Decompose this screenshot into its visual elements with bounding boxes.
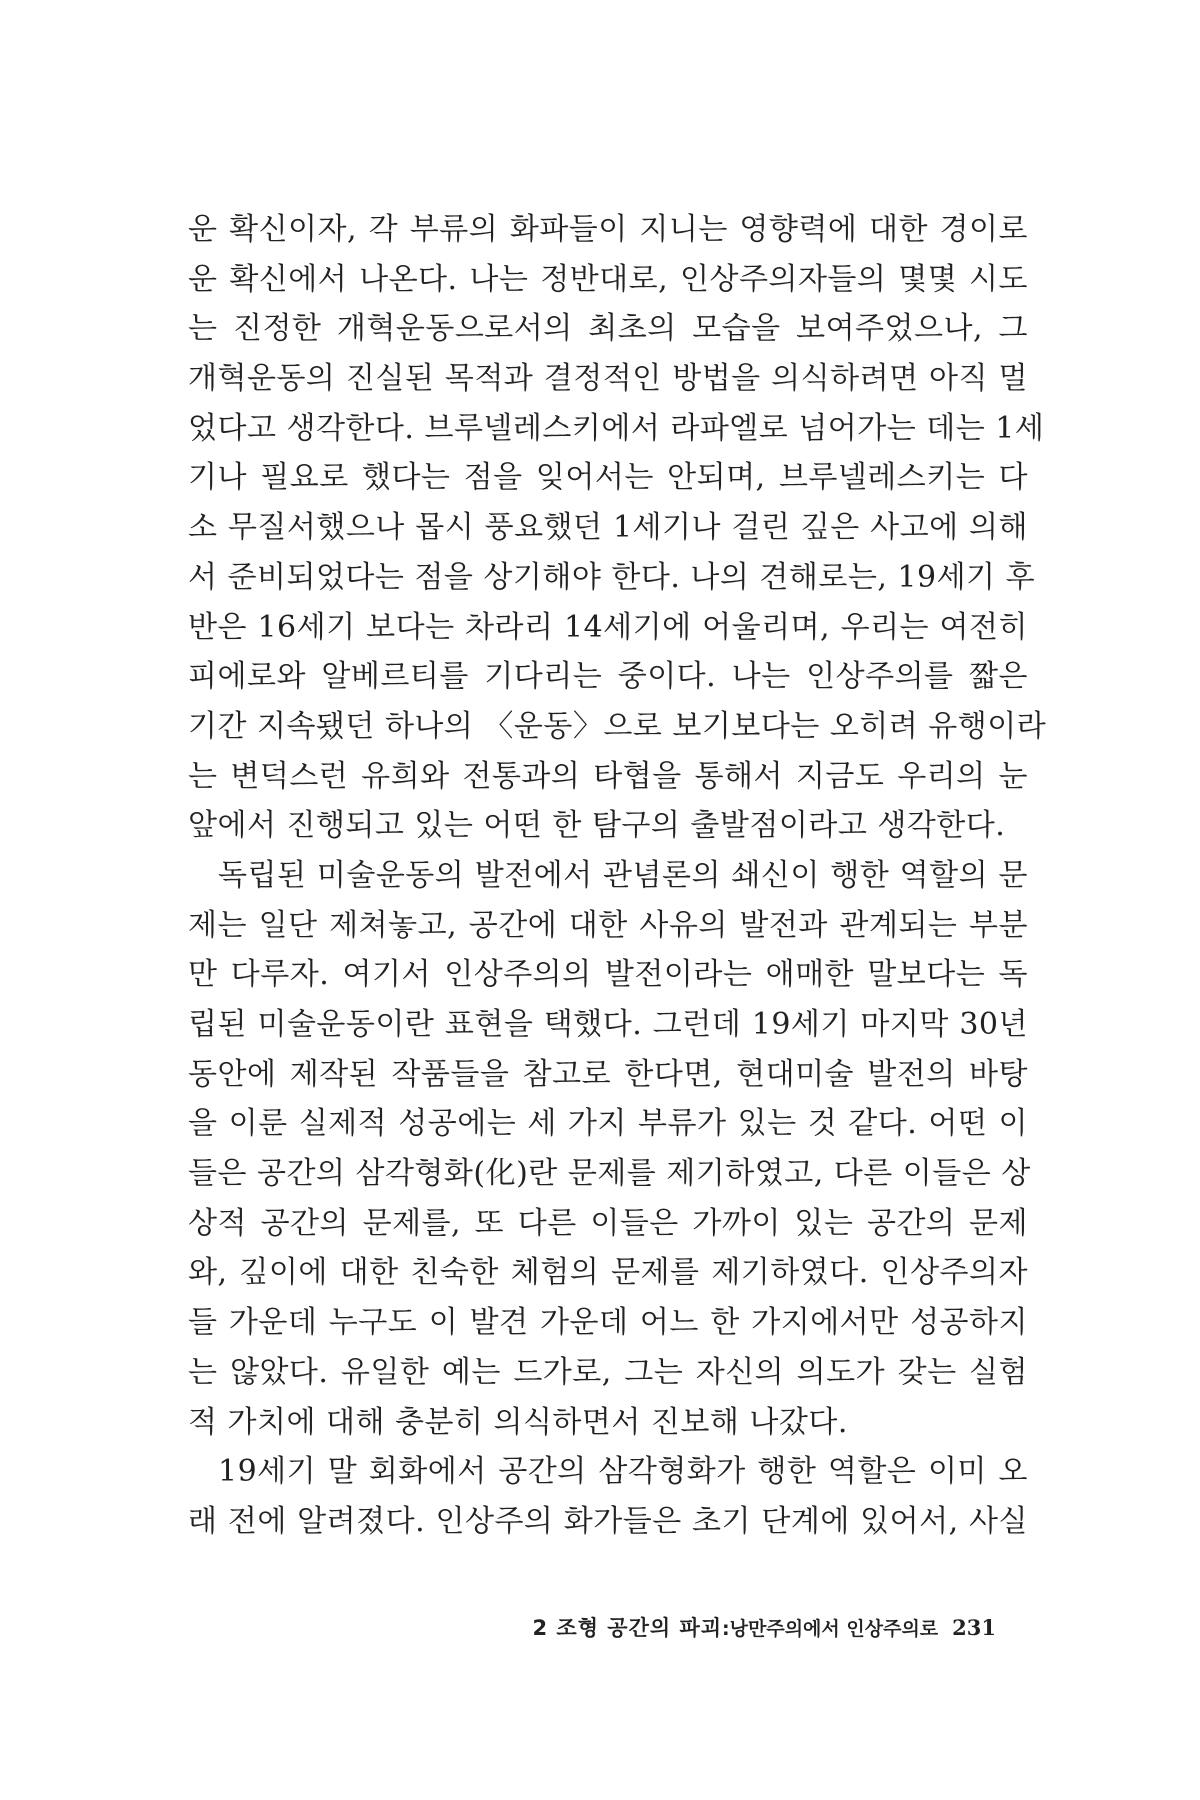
text-line: 었다고 생각한다. 브루넬레스키에서 라파엘로 넘어가는 데는 1세	[188, 410, 1045, 446]
text-line: 앞에서 진행되고 있는 어떤 한 탐구의 출발점이라고 생각한다.	[188, 808, 1006, 844]
text-line: 들은 공간의 삼각형화(化)란 문제를 제기하였고, 다른 이들은 상	[188, 1156, 1031, 1192]
text-line: 는 변덕스런 유희와 전통과의 타협을 통해서 지금도 우리의 눈	[188, 758, 1028, 794]
text-line: 반은 16세기 보다는 차라리 14세기에 어울리며, 우리는 여전히	[188, 609, 1028, 645]
text-line: 운 확신이자, 각 부류의 화파들이 지니는 영향력에 대한 경이로	[188, 212, 1028, 247]
running-footer	[188, 1612, 996, 1642]
text-line: 운 확신에서 나온다. 나는 정반대로, 인상주의자들의 몇몇 시도	[188, 261, 1028, 297]
text-line: 들 가운데 누구도 이 발견 가운데 어느 한 가지에서만 성공하지	[188, 1305, 1028, 1341]
text-line: 피에로와 알베르티를 기다리는 중이다. 나는 인상주의를 짧은	[188, 659, 1028, 695]
body-text	[188, 205, 1047, 1547]
text-line: 만 다루자. 여기서 인상주의의 발전이라는 애매한 말보다는 독	[188, 957, 1028, 993]
text-line: 와, 깊이에 대한 친숙한 체험의 문제를 제기하였다. 인상주의자	[188, 1255, 1028, 1291]
text-line: 동안에 제작된 작품들을 참고로 한다면, 현대미술 발전의 바탕	[188, 1056, 1028, 1092]
text-line: 제는 일단 제쳐놓고, 공간에 대한 사유의 발전과 관계되는 부분	[188, 907, 1028, 943]
chapter-title: 2 조형 공간의 파괴	[532, 1616, 723, 1640]
text-line: 상적 공간의 문제를, 또 다른 이들은 가까이 있는 공간의 문제	[188, 1205, 1028, 1241]
text-line: 19세기 말 회화에서 공간의 삼각형화가 행한 역할은 이미 오	[218, 1454, 1028, 1490]
footer-separator: :	[722, 1618, 730, 1640]
text-line: 는 진정한 개혁운동으로서의 최초의 모습을 보여주었으나, 그	[188, 311, 1028, 347]
chapter-subtitle: 낭만주의에서 인상주의로	[729, 1618, 939, 1640]
text-line: 서 준비되었다는 점을 상기해야 한다. 나의 견해로는, 19세기 후	[188, 559, 1036, 595]
text-line: 소 무질서했으나 몹시 풍요했던 1세기나 걸린 깊은 사고에 의해	[188, 510, 1028, 546]
text-line: 기간 지속됐던 하나의 〈운동〉으로 보기보다는 오히려 유행이라	[188, 708, 1047, 744]
text-line: 기나 필요로 했다는 점을 잊어서는 안되며, 브루넬레스키는 다	[188, 460, 1028, 496]
text-line: 적 가치에 대해 충분히 의식하면서 진보해 나갔다.	[188, 1404, 848, 1440]
text-line: 립된 미술운동이란 표현을 택했다. 그런데 19세기 마지막 30년	[188, 1007, 1028, 1042]
page-number: 231	[952, 1615, 996, 1640]
text-line: 는 않았다. 유일한 예는 드가로, 그는 자신의 의도가 갖는 실험	[188, 1354, 1028, 1390]
text-line: 독립된 미술운동의 발전에서 관념론의 쇄신이 행한 역할의 문	[218, 857, 1028, 893]
text-line: 개혁운동의 진실된 목적과 결정적인 방법을 의식하려면 아직 멀	[188, 361, 1028, 397]
text-line: 래 전에 알려졌다. 인상주의 화가들은 초기 단계에 있어서, 사실	[188, 1503, 1028, 1539]
text-line: 을 이룬 실제적 성공에는 세 가지 부류가 있는 것 같다. 어떤 이	[188, 1106, 1028, 1142]
